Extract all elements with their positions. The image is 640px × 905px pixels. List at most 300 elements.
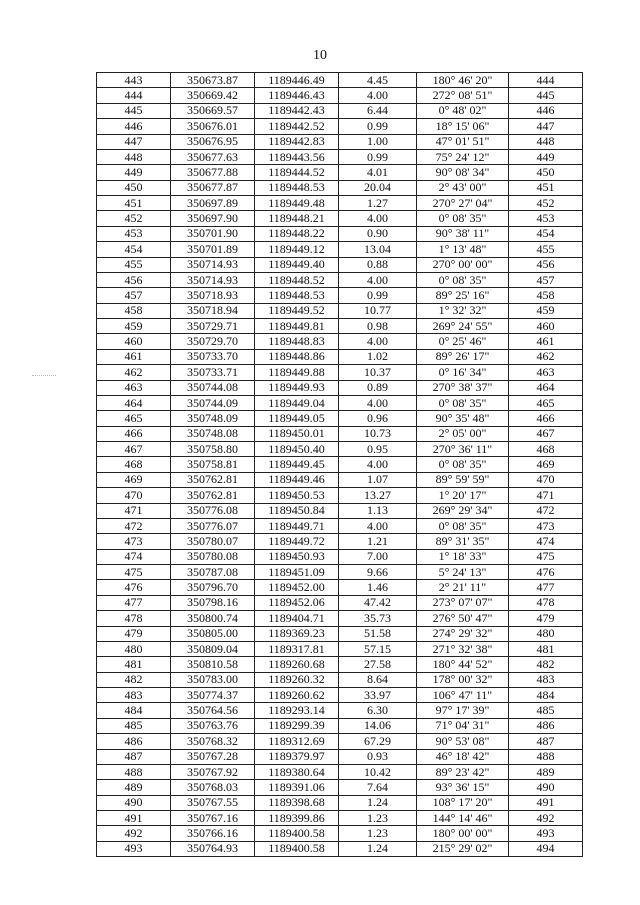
bearing-cell: 1° 20' 17" — [417, 488, 509, 503]
page-number: 10 — [313, 48, 327, 63]
distance-cell: 0.98 — [339, 319, 417, 334]
bearing-cell: 1° 18' 33" — [417, 549, 509, 564]
y-coordinate-cell: 1189449.40 — [255, 257, 339, 272]
table-row — [97, 626, 583, 641]
next-point-cell: 449 — [509, 149, 583, 164]
point-number-cell: 470 — [97, 488, 171, 503]
x-coordinate-cell: 350701.90 — [171, 226, 255, 241]
table-row — [97, 457, 583, 472]
y-coordinate-cell: 1189299.39 — [255, 718, 339, 733]
table-row — [97, 826, 583, 841]
point-number-cell: 458 — [97, 303, 171, 318]
distance-cell: 0.99 — [339, 149, 417, 164]
x-coordinate-cell: 350780.07 — [171, 534, 255, 549]
x-coordinate-cell: 350677.88 — [171, 165, 255, 180]
x-coordinate-cell: 350733.71 — [171, 365, 255, 380]
x-coordinate-cell: 350748.09 — [171, 411, 255, 426]
next-point-cell: 463 — [509, 365, 583, 380]
next-point-cell: 458 — [509, 288, 583, 303]
table-row — [97, 319, 583, 334]
next-point-cell: 487 — [509, 734, 583, 749]
y-coordinate-cell: 1189260.68 — [255, 657, 339, 672]
y-coordinate-cell: 1189450.01 — [255, 426, 339, 441]
table-row — [97, 718, 583, 733]
x-coordinate-cell: 350762.81 — [171, 488, 255, 503]
y-coordinate-cell: 1189260.62 — [255, 688, 339, 703]
distance-cell: 33.97 — [339, 688, 417, 703]
bearing-cell: 89° 25' 16" — [417, 288, 509, 303]
bearing-cell: 89° 23' 42" — [417, 764, 509, 779]
y-coordinate-cell: 1189293.14 — [255, 703, 339, 718]
y-coordinate-cell: 1189391.06 — [255, 780, 339, 795]
table-row — [97, 196, 583, 211]
bearing-cell: 2° 43' 00" — [417, 180, 509, 195]
point-number-cell: 460 — [97, 334, 171, 349]
bearing-cell: 75° 24' 12" — [417, 149, 509, 164]
x-coordinate-cell: 350776.07 — [171, 518, 255, 533]
table-row — [97, 442, 583, 457]
point-number-cell: 466 — [97, 426, 171, 441]
distance-cell: 10.42 — [339, 764, 417, 779]
bearing-cell: 93° 36' 15" — [417, 780, 509, 795]
distance-cell: 10.77 — [339, 303, 417, 318]
table-row — [97, 472, 583, 487]
next-point-cell: 484 — [509, 688, 583, 703]
distance-cell: 13.27 — [339, 488, 417, 503]
y-coordinate-cell: 1189449.05 — [255, 411, 339, 426]
x-coordinate-cell: 350767.55 — [171, 795, 255, 810]
y-coordinate-cell: 1189448.21 — [255, 211, 339, 226]
y-coordinate-cell: 1189442.83 — [255, 134, 339, 149]
point-number-cell: 465 — [97, 411, 171, 426]
next-point-cell: 494 — [509, 841, 583, 856]
x-coordinate-cell: 350796.70 — [171, 580, 255, 595]
distance-cell: 0.99 — [339, 288, 417, 303]
y-coordinate-cell: 1189449.72 — [255, 534, 339, 549]
bearing-cell: 271° 32' 38" — [417, 641, 509, 656]
x-coordinate-cell: 350810.58 — [171, 657, 255, 672]
distance-cell: 51.58 — [339, 626, 417, 641]
distance-cell: 1.46 — [339, 580, 417, 595]
distance-cell: 13.04 — [339, 242, 417, 257]
distance-cell: 4.00 — [339, 211, 417, 226]
point-number-cell: 443 — [97, 73, 171, 88]
next-point-cell: 451 — [509, 180, 583, 195]
bearing-cell: 269° 29' 34" — [417, 503, 509, 518]
y-coordinate-cell: 1189450.40 — [255, 442, 339, 457]
point-number-cell: 461 — [97, 349, 171, 364]
bearing-cell: 270° 00' 00" — [417, 257, 509, 272]
y-coordinate-cell: 1189450.93 — [255, 549, 339, 564]
next-point-cell: 455 — [509, 242, 583, 257]
bearing-cell: 1° 13' 48" — [417, 242, 509, 257]
bearing-cell: 89° 26' 17" — [417, 349, 509, 364]
point-number-cell: 486 — [97, 734, 171, 749]
distance-cell: 4.00 — [339, 395, 417, 410]
y-coordinate-cell: 1189448.86 — [255, 349, 339, 364]
table-row — [97, 272, 583, 287]
y-coordinate-cell: 1189380.64 — [255, 764, 339, 779]
table-row — [97, 303, 583, 318]
x-coordinate-cell: 350677.63 — [171, 149, 255, 164]
x-coordinate-cell: 350701.89 — [171, 242, 255, 257]
distance-cell: 8.64 — [339, 672, 417, 687]
bearing-cell: 273° 07' 07" — [417, 595, 509, 610]
distance-cell: 4.00 — [339, 334, 417, 349]
point-number-cell: 445 — [97, 103, 171, 118]
x-coordinate-cell: 350718.94 — [171, 303, 255, 318]
y-coordinate-cell: 1189449.04 — [255, 395, 339, 410]
next-point-cell: 447 — [509, 119, 583, 134]
x-coordinate-cell: 350767.28 — [171, 749, 255, 764]
table-row — [97, 365, 583, 380]
distance-cell: 1.24 — [339, 841, 417, 856]
next-point-cell: 446 — [509, 103, 583, 118]
point-number-cell: 453 — [97, 226, 171, 241]
distance-cell: 4.45 — [339, 73, 417, 88]
y-coordinate-cell: 1189260.32 — [255, 672, 339, 687]
point-number-cell: 480 — [97, 641, 171, 656]
point-number-cell: 487 — [97, 749, 171, 764]
distance-cell: 6.30 — [339, 703, 417, 718]
next-point-cell: 448 — [509, 134, 583, 149]
y-coordinate-cell: 1189448.53 — [255, 288, 339, 303]
next-point-cell: 479 — [509, 611, 583, 626]
distance-cell: 1.13 — [339, 503, 417, 518]
table-row — [97, 534, 583, 549]
point-number-cell: 491 — [97, 811, 171, 826]
scan-artifact — [32, 375, 56, 377]
next-point-cell: 492 — [509, 811, 583, 826]
next-point-cell: 470 — [509, 472, 583, 487]
bearing-cell: 274° 29' 32" — [417, 626, 509, 641]
x-coordinate-cell: 350798.16 — [171, 595, 255, 610]
x-coordinate-cell: 350744.08 — [171, 380, 255, 395]
y-coordinate-cell: 1189317.81 — [255, 641, 339, 656]
bearing-cell: 276° 50' 47" — [417, 611, 509, 626]
point-number-cell: 479 — [97, 626, 171, 641]
table-row — [97, 580, 583, 595]
bearing-cell: 0° 08' 35" — [417, 518, 509, 533]
x-coordinate-cell: 350677.87 — [171, 180, 255, 195]
point-number-cell: 464 — [97, 395, 171, 410]
bearing-cell: 89° 31' 35" — [417, 534, 509, 549]
y-coordinate-cell: 1189448.53 — [255, 180, 339, 195]
y-coordinate-cell: 1189452.06 — [255, 595, 339, 610]
y-coordinate-cell: 1189449.48 — [255, 196, 339, 211]
bearing-cell: 108° 17' 20" — [417, 795, 509, 810]
bearing-cell: 97° 17' 39" — [417, 703, 509, 718]
x-coordinate-cell: 350714.93 — [171, 272, 255, 287]
x-coordinate-cell: 350787.08 — [171, 565, 255, 580]
table-row — [97, 73, 583, 88]
next-point-cell: 475 — [509, 549, 583, 564]
table-row — [97, 380, 583, 395]
table-row — [97, 149, 583, 164]
next-point-cell: 457 — [509, 272, 583, 287]
point-number-cell: 477 — [97, 595, 171, 610]
next-point-cell: 456 — [509, 257, 583, 272]
point-number-cell: 493 — [97, 841, 171, 856]
bearing-cell: 106° 47' 11" — [417, 688, 509, 703]
next-point-cell: 450 — [509, 165, 583, 180]
table-row — [97, 641, 583, 656]
y-coordinate-cell: 1189444.52 — [255, 165, 339, 180]
bearing-cell: 0° 08' 35" — [417, 457, 509, 472]
distance-cell: 7.64 — [339, 780, 417, 795]
bearing-cell: 2° 21' 11" — [417, 580, 509, 595]
distance-cell: 1.23 — [339, 826, 417, 841]
table-row — [97, 595, 583, 610]
point-number-cell: 472 — [97, 518, 171, 533]
x-coordinate-cell: 350676.01 — [171, 119, 255, 134]
x-coordinate-cell: 350729.70 — [171, 334, 255, 349]
y-coordinate-cell: 1189450.53 — [255, 488, 339, 503]
x-coordinate-cell: 350767.92 — [171, 764, 255, 779]
coordinates-table — [96, 72, 583, 857]
point-number-cell: 449 — [97, 165, 171, 180]
next-point-cell: 489 — [509, 764, 583, 779]
distance-cell: 35.73 — [339, 611, 417, 626]
point-number-cell: 475 — [97, 565, 171, 580]
table-row — [97, 795, 583, 810]
distance-cell: 20.04 — [339, 180, 417, 195]
y-coordinate-cell: 1189449.93 — [255, 380, 339, 395]
x-coordinate-cell: 350669.57 — [171, 103, 255, 118]
point-number-cell: 456 — [97, 272, 171, 287]
x-coordinate-cell: 350800.74 — [171, 611, 255, 626]
table-row — [97, 565, 583, 580]
y-coordinate-cell: 1189449.71 — [255, 518, 339, 533]
bearing-cell: 18° 15' 06" — [417, 119, 509, 134]
table-row — [97, 426, 583, 441]
y-coordinate-cell: 1189449.46 — [255, 472, 339, 487]
table-row — [97, 672, 583, 687]
table-row — [97, 703, 583, 718]
point-number-cell: 454 — [97, 242, 171, 257]
table-row — [97, 780, 583, 795]
next-point-cell: 444 — [509, 73, 583, 88]
table-row — [97, 180, 583, 195]
x-coordinate-cell: 350763.76 — [171, 718, 255, 733]
next-point-cell: 461 — [509, 334, 583, 349]
bearing-cell: 178° 00' 32" — [417, 672, 509, 687]
bearing-cell: 269° 24' 55" — [417, 319, 509, 334]
y-coordinate-cell: 1189449.88 — [255, 365, 339, 380]
bearing-cell: 144° 14' 46" — [417, 811, 509, 826]
next-point-cell: 453 — [509, 211, 583, 226]
distance-cell: 9.66 — [339, 565, 417, 580]
next-point-cell: 493 — [509, 826, 583, 841]
x-coordinate-cell: 350764.93 — [171, 841, 255, 856]
table-row — [97, 411, 583, 426]
distance-cell: 67.29 — [339, 734, 417, 749]
next-point-cell: 480 — [509, 626, 583, 641]
point-number-cell: 492 — [97, 826, 171, 841]
point-number-cell: 471 — [97, 503, 171, 518]
next-point-cell: 462 — [509, 349, 583, 364]
point-number-cell: 463 — [97, 380, 171, 395]
y-coordinate-cell: 1189379.97 — [255, 749, 339, 764]
y-coordinate-cell: 1189448.22 — [255, 226, 339, 241]
table-row — [97, 395, 583, 410]
x-coordinate-cell: 350669.42 — [171, 88, 255, 103]
next-point-cell: 471 — [509, 488, 583, 503]
bearing-cell: 180° 00' 00" — [417, 826, 509, 841]
x-coordinate-cell: 350768.32 — [171, 734, 255, 749]
y-coordinate-cell: 1189451.09 — [255, 565, 339, 580]
x-coordinate-cell: 350673.87 — [171, 73, 255, 88]
next-point-cell: 483 — [509, 672, 583, 687]
table-row — [97, 242, 583, 257]
point-number-cell: 468 — [97, 457, 171, 472]
x-coordinate-cell: 350780.08 — [171, 549, 255, 564]
point-number-cell: 476 — [97, 580, 171, 595]
point-number-cell: 489 — [97, 780, 171, 795]
y-coordinate-cell: 1189449.45 — [255, 457, 339, 472]
x-coordinate-cell: 350758.81 — [171, 457, 255, 472]
x-coordinate-cell: 350697.90 — [171, 211, 255, 226]
x-coordinate-cell: 350774.37 — [171, 688, 255, 703]
bearing-cell: 2° 05' 00" — [417, 426, 509, 441]
bearing-cell: 5° 24' 13" — [417, 565, 509, 580]
next-point-cell: 488 — [509, 749, 583, 764]
y-coordinate-cell: 1189398.68 — [255, 795, 339, 810]
bearing-cell: 180° 44' 52" — [417, 657, 509, 672]
coordinates-table-body — [97, 73, 583, 857]
distance-cell: 14.06 — [339, 718, 417, 733]
table-row — [97, 288, 583, 303]
next-point-cell: 467 — [509, 426, 583, 441]
table-row — [97, 257, 583, 272]
next-point-cell: 486 — [509, 718, 583, 733]
next-point-cell: 477 — [509, 580, 583, 595]
distance-cell: 0.93 — [339, 749, 417, 764]
distance-cell: 7.00 — [339, 549, 417, 564]
y-coordinate-cell: 1189446.43 — [255, 88, 339, 103]
distance-cell: 0.89 — [339, 380, 417, 395]
next-point-cell: 454 — [509, 226, 583, 241]
point-number-cell: 485 — [97, 718, 171, 733]
x-coordinate-cell: 350733.70 — [171, 349, 255, 364]
distance-cell: 1.24 — [339, 795, 417, 810]
y-coordinate-cell: 1189442.43 — [255, 103, 339, 118]
bearing-cell: 180° 46' 20" — [417, 73, 509, 88]
distance-cell: 1.21 — [339, 534, 417, 549]
next-point-cell: 472 — [509, 503, 583, 518]
bearing-cell: 46° 18' 42" — [417, 749, 509, 764]
point-number-cell: 484 — [97, 703, 171, 718]
table-row — [97, 734, 583, 749]
next-point-cell: 465 — [509, 395, 583, 410]
next-point-cell: 445 — [509, 88, 583, 103]
distance-cell: 4.00 — [339, 457, 417, 472]
y-coordinate-cell: 1189312.69 — [255, 734, 339, 749]
x-coordinate-cell: 350718.93 — [171, 288, 255, 303]
distance-cell: 0.90 — [339, 226, 417, 241]
point-number-cell: 446 — [97, 119, 171, 134]
distance-cell: 47.42 — [339, 595, 417, 610]
point-number-cell: 448 — [97, 149, 171, 164]
x-coordinate-cell: 350767.16 — [171, 811, 255, 826]
point-number-cell: 452 — [97, 211, 171, 226]
next-point-cell: 464 — [509, 380, 583, 395]
distance-cell: 0.96 — [339, 411, 417, 426]
bearing-cell: 0° 48' 02" — [417, 103, 509, 118]
next-point-cell: 474 — [509, 534, 583, 549]
table-row — [97, 764, 583, 779]
point-number-cell: 462 — [97, 365, 171, 380]
bearing-cell: 90° 53' 08" — [417, 734, 509, 749]
y-coordinate-cell: 1189443.56 — [255, 149, 339, 164]
table-row — [97, 88, 583, 103]
distance-cell: 4.01 — [339, 165, 417, 180]
point-number-cell: 467 — [97, 442, 171, 457]
bearing-cell: 215° 29' 02" — [417, 841, 509, 856]
next-point-cell: 466 — [509, 411, 583, 426]
bearing-cell: 90° 35' 48" — [417, 411, 509, 426]
x-coordinate-cell: 350714.93 — [171, 257, 255, 272]
bearing-cell: 0° 08' 35" — [417, 395, 509, 410]
distance-cell: 57.15 — [339, 641, 417, 656]
x-coordinate-cell: 350762.81 — [171, 472, 255, 487]
next-point-cell: 460 — [509, 319, 583, 334]
y-coordinate-cell: 1189449.12 — [255, 242, 339, 257]
bearing-cell: 0° 25' 46" — [417, 334, 509, 349]
table-row — [97, 503, 583, 518]
bearing-cell: 270° 27' 04" — [417, 196, 509, 211]
x-coordinate-cell: 350805.00 — [171, 626, 255, 641]
x-coordinate-cell: 350697.89 — [171, 196, 255, 211]
bearing-cell: 71° 04' 31" — [417, 718, 509, 733]
point-number-cell: 455 — [97, 257, 171, 272]
point-number-cell: 490 — [97, 795, 171, 810]
next-point-cell: 482 — [509, 657, 583, 672]
next-point-cell: 468 — [509, 442, 583, 457]
point-number-cell: 481 — [97, 657, 171, 672]
distance-cell: 1.00 — [339, 134, 417, 149]
table-row — [97, 349, 583, 364]
point-number-cell: 478 — [97, 611, 171, 626]
table-row — [97, 841, 583, 856]
distance-cell: 1.02 — [339, 349, 417, 364]
table-row — [97, 334, 583, 349]
bearing-cell: 90° 38' 11" — [417, 226, 509, 241]
point-number-cell: 451 — [97, 196, 171, 211]
distance-cell: 10.73 — [339, 426, 417, 441]
distance-cell: 10.37 — [339, 365, 417, 380]
bearing-cell: 0° 08' 35" — [417, 211, 509, 226]
bearing-cell: 1° 32' 32" — [417, 303, 509, 318]
bearing-cell: 0° 16' 34" — [417, 365, 509, 380]
table-row — [97, 811, 583, 826]
x-coordinate-cell: 350776.08 — [171, 503, 255, 518]
bearing-cell: 270° 36' 11" — [417, 442, 509, 457]
y-coordinate-cell: 1189369.23 — [255, 626, 339, 641]
point-number-cell: 450 — [97, 180, 171, 195]
table-row — [97, 611, 583, 626]
next-point-cell: 469 — [509, 457, 583, 472]
distance-cell: 1.07 — [339, 472, 417, 487]
x-coordinate-cell: 350768.03 — [171, 780, 255, 795]
y-coordinate-cell: 1189448.83 — [255, 334, 339, 349]
table-row — [97, 488, 583, 503]
next-point-cell: 491 — [509, 795, 583, 810]
point-number-cell: 444 — [97, 88, 171, 103]
point-number-cell: 474 — [97, 549, 171, 564]
x-coordinate-cell: 350676.95 — [171, 134, 255, 149]
point-number-cell: 483 — [97, 688, 171, 703]
